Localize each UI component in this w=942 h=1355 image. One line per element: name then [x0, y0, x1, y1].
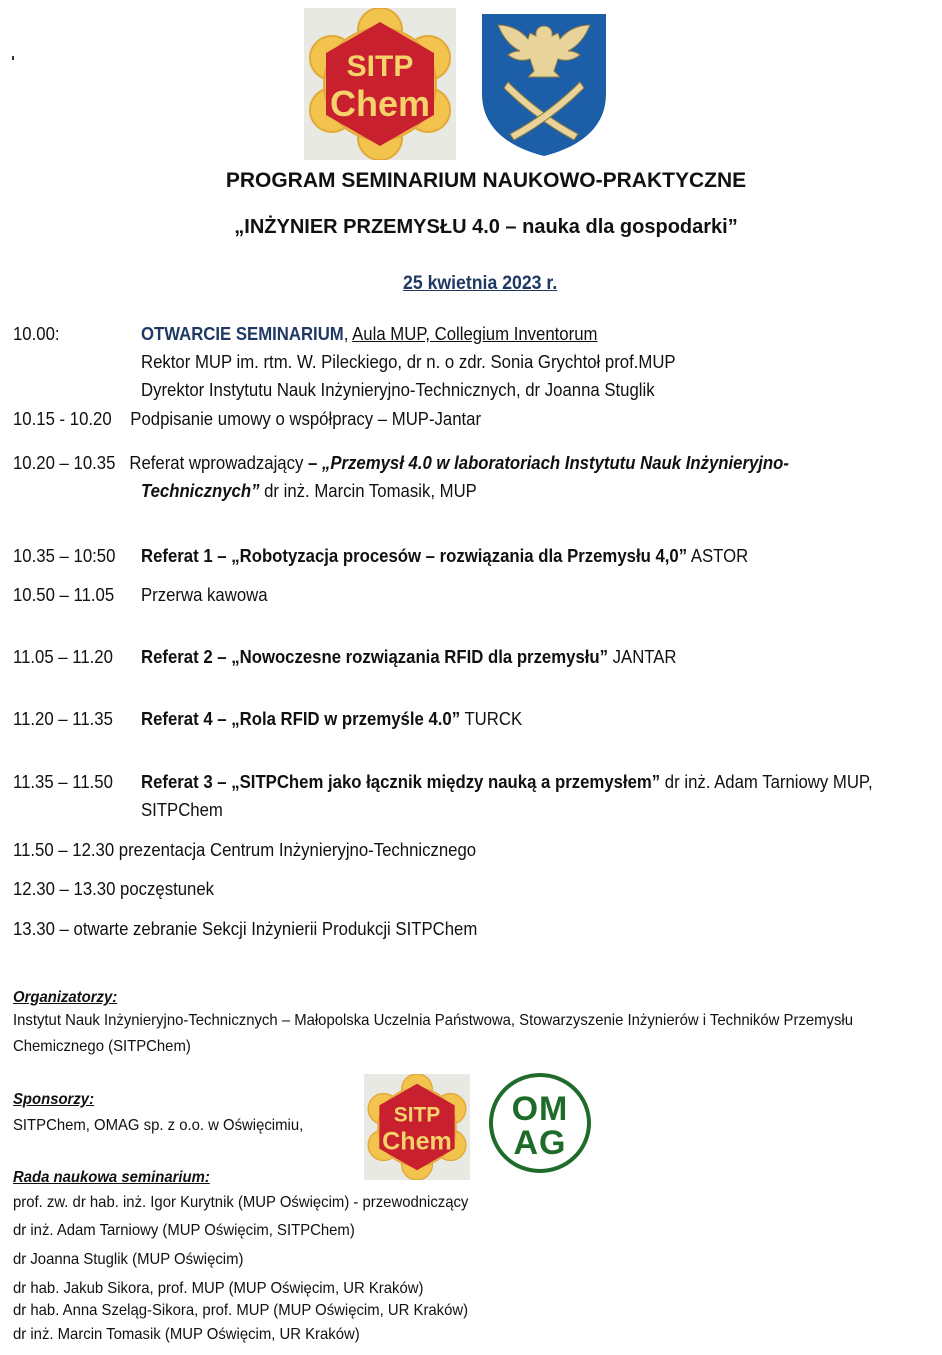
council-member: dr Joanna Stuglik (MUP Oświęcim)	[13, 1251, 244, 1268]
sitp-logo-text-top: SITP	[346, 50, 414, 83]
opening-place: Aula MUP, Collegium Inventorum	[352, 324, 598, 344]
sitp-logo-text-bottom: SITP	[393, 1103, 441, 1127]
eagle-sabres-crest-icon	[480, 12, 608, 158]
food-row: 12.30 – 13.30 poczęstunek	[13, 879, 215, 899]
sitpchem-logo-bottom	[364, 1074, 470, 1180]
omag-logo-text-2: AG	[513, 1124, 567, 1162]
council-member: dr hab. Anna Szeląg-Sikora, prof. MUP (MUP Oświęcim, UR Kraków)	[13, 1302, 469, 1319]
council-heading: Rada naukowa seminarium:	[13, 1169, 210, 1186]
ref1-title: Referat 1 – „Robotyzacja procesów – rozwiązania dla Przemysłu 4,0”	[141, 546, 688, 566]
ref3-time: 11.35 – 11.50	[13, 772, 113, 792]
opening-comma: ,	[343, 324, 353, 344]
opening-line1	[141, 321, 597, 347]
omag-circle-icon	[488, 1072, 592, 1174]
seminar-date-text: 25 kwietnia 2023 r.	[403, 273, 558, 294]
opening-title: OTWARCIE SEMINARIUM	[141, 324, 344, 344]
opening-line2: Rektor MUP im. rtm. W. Pileckiego, dr n. o zdr. Sonia Grychtoł prof.MUP	[141, 352, 676, 372]
chem-logo-text-bottom: Chem	[382, 1127, 452, 1156]
ref4-title: Referat 4 – „Rola RFID w przemyśle 4.0”	[141, 709, 461, 729]
sitpchem-logo-top	[304, 8, 456, 160]
ref3-org2: SITPChem	[141, 800, 223, 820]
omag-logo	[488, 1072, 592, 1174]
council-member: dr hab. Jakub Sikora, prof. MUP (MUP Oświęcim, UR Kraków)	[13, 1280, 424, 1297]
ref4-time: 11.20 – 11.35	[13, 709, 113, 729]
ref2-time: 11.05 – 11.20	[13, 647, 113, 667]
council-member: prof. zw. dr hab. inż. Igor Kurytnik (MUP Oświęcim) - przewodniczący	[13, 1194, 469, 1211]
coffee-text: Przerwa kawowa	[141, 585, 268, 605]
ref4-org: TURCK	[460, 709, 523, 729]
center-row: 11.50 – 12.30 prezentacja Centrum Inżynieryjno-Technicznego	[13, 840, 477, 860]
ref2-title: Referat 2 – „Nowoczesne rozwiązania RFID dla przemysłu”	[141, 647, 609, 667]
organizers-heading: Organizatorzy:	[13, 989, 118, 1006]
ref2-org: JANTAR	[608, 647, 677, 667]
sponsors-text: SITPChem, OMAG sp. z o.o. w Oświęcimiu,	[13, 1117, 304, 1134]
ref1-time: 10.35 – 10:50	[13, 546, 116, 566]
intro-title-a: „Przemysł 4.0 w laboratoriach Instytutu Nauk Inżynieryjno-	[321, 453, 789, 473]
intro-prefix: Referat wprowadzający	[129, 453, 304, 473]
chem-logo-text-top: Chem	[329, 83, 431, 124]
intro-title-b: Technicznych”	[141, 481, 260, 501]
intro-time: 10.20 – 10.35	[13, 453, 116, 473]
university-crest	[480, 12, 608, 158]
seminar-subtitle: „INŻYNIER PRZEMYSŁU 4.0 – nauka dla gospodarki”	[234, 216, 738, 238]
council-member: dr inż. Adam Tarniowy (MUP Oświęcim, SITPChem)	[13, 1222, 355, 1239]
intro-dash: –	[303, 453, 322, 473]
intro-row2	[141, 478, 477, 504]
page-title: PROGRAM SEMINARIUM NAUKOWO-PRAKTYCZNE	[225, 169, 747, 192]
intro-row	[13, 450, 789, 476]
ref3-line	[141, 769, 873, 795]
coffee-time: 10.50 – 11.05	[13, 585, 115, 605]
signing-row	[13, 406, 481, 432]
intro-speaker: dr inż. Marcin Tomasik, MUP	[259, 481, 477, 501]
ref3-org: dr inż. Adam Tarniowy MUP,	[660, 772, 873, 792]
ref1-line	[141, 543, 748, 569]
opening-time: 10.00:	[13, 324, 60, 344]
opening-line3: Dyrektor Instytutu Nauk Inżynieryjno-Technicznych, dr Joanna Stuglik	[141, 380, 655, 400]
seminar-date	[0, 273, 942, 295]
ref1-org: ASTOR	[687, 546, 749, 566]
ref3-title: Referat 3 – „SITPChem jako łącznik między nauką a przemysłem”	[141, 772, 661, 792]
signing-time: 10.15 - 10.20	[13, 409, 112, 429]
organizers-line2: Chemicznego (SITPChem)	[13, 1038, 191, 1055]
signing-text: Podpisanie umowy o współpracy – MUP-Jantar	[130, 409, 482, 429]
sitpchem-flower-icon	[304, 8, 456, 160]
council-member: dr inż. Marcin Tomasik (MUP Oświęcim, UR Kraków)	[13, 1326, 360, 1343]
ref4-line	[141, 706, 522, 732]
omag-logo-text-1: OM	[511, 1090, 569, 1128]
stray-mark	[12, 56, 14, 60]
sitpchem-flower-icon	[364, 1074, 470, 1180]
ref2-line	[141, 644, 677, 670]
sponsors-heading: Sponsorzy:	[13, 1091, 95, 1108]
meeting-row: 13.30 – otwarte zebranie Sekcji Inżynierii Produkcji SITPChem	[13, 919, 478, 939]
organizers-line1: Instytut Nauk Inżynieryjno-Technicznych – Małopolska Uczelnia Państwowa, Stowarzyszenie Inżynierów i Techników Przemysłu	[13, 1012, 853, 1029]
